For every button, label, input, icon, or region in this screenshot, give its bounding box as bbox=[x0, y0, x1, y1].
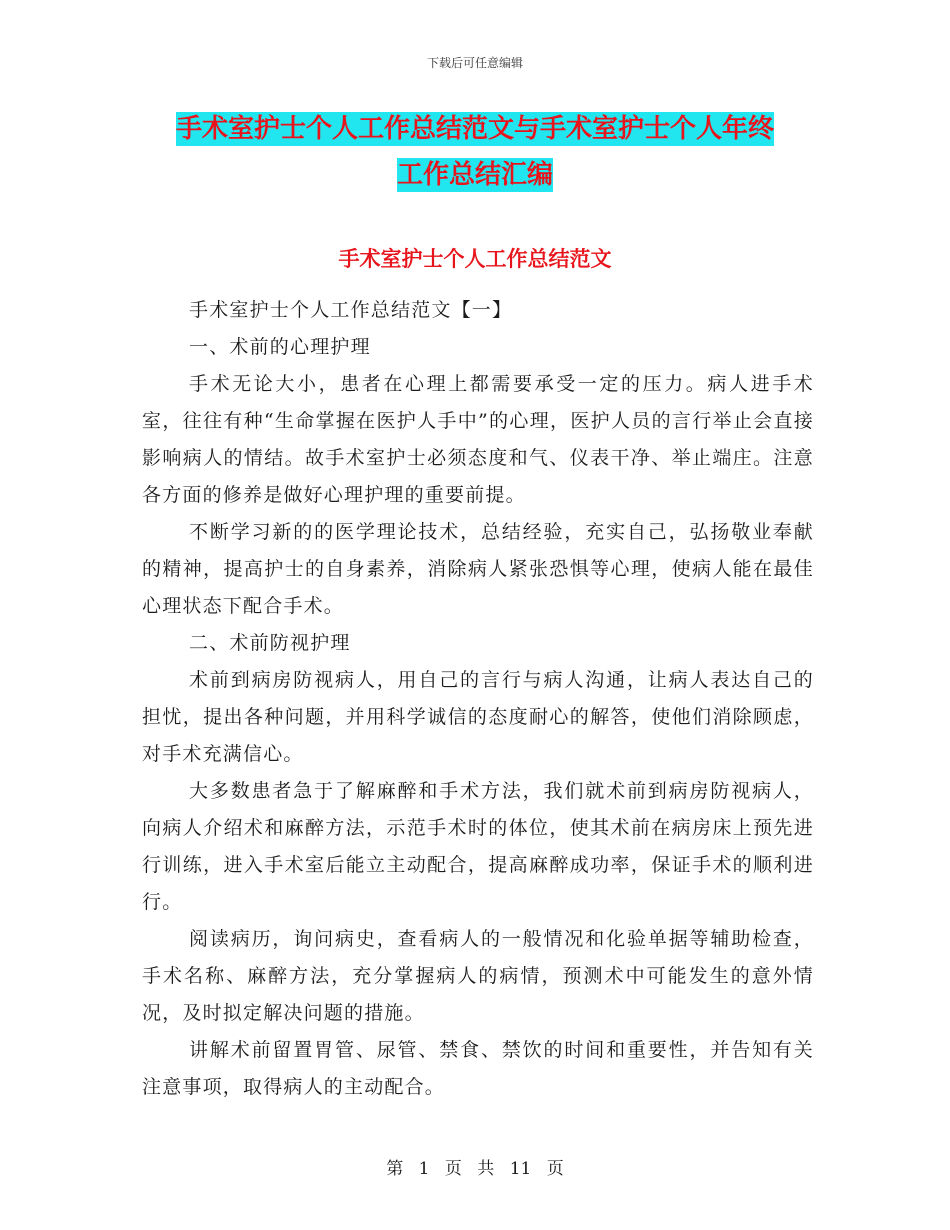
paragraph: 手术无论大小，患者在心理上都需要承受一定的压力。病人进手术室，往往有种“生命掌握在医护人手中”的心理，医护人员的言行举止会直接影响病人的情结。故手术室护士必须态度和气、仪表干净、举止端庄。注意各方面的修养是做好心理护理的重要前提。 bbox=[142, 373, 814, 506]
paragraph: 一、术前的心理护理 bbox=[189, 336, 371, 358]
paragraph: 手术室护士个人工作总结范文【一】 bbox=[189, 299, 513, 321]
footer-total-prefix: 共 bbox=[477, 1159, 495, 1179]
paragraph: 大多数患者急于了解麻醉和手术方法，我们就术前到病房防视病人，向病人介绍术和麻醉方法，示范手术时的体位，使其术前在病房床上预先进行训练，进入手术室后能立主动配合，提高麻醉成功率，保证手术的顺利进行。 bbox=[142, 780, 814, 913]
body-text bbox=[142, 292, 814, 1106]
footer-prefix: 第 bbox=[386, 1159, 404, 1179]
paragraph: 二、术前防视护理 bbox=[189, 632, 351, 654]
footer-page-number: 1 bbox=[418, 1159, 430, 1179]
title-line-1: 手术室护士个人工作总结范文与手术室护士个人年终 bbox=[175, 114, 774, 144]
paragraph: 讲解术前留置胃管、尿管、禁食、禁饮的时间和重要性，并告知有关注意事项，取得病人的主动配合。 bbox=[142, 1039, 814, 1098]
header-note: 下载后可任意编辑 bbox=[426, 56, 523, 70]
paragraph: 不断学习新的的医学理论技术，总结经验，充实自己，弘扬敬业奉献的精神，提高护士的自身素养，消除病人紧张恐惧等心理，使病人能在最佳心理状态下配合手术。 bbox=[142, 521, 814, 617]
document-title bbox=[130, 106, 820, 198]
footer-total-unit: 页 bbox=[546, 1159, 564, 1179]
paragraph: 术前到病房防视病人，用自己的言行与病人沟通，让病人表达自己的担忧，提出各种问题，并用科学诚信的态度耐心的解答，使他们消除顾虑，对手术充满信心。 bbox=[142, 669, 814, 765]
footer-page-unit: 页 bbox=[444, 1159, 462, 1179]
title-line-2: 工作总结汇编 bbox=[396, 160, 553, 190]
page-footer bbox=[0, 1154, 950, 1179]
paragraph: 阅读病历，询问病史，查看病人的一般情况和化验单据等辅助检查，手术名称、麻醉方法，充分掌握病人的病情，预测术中可能发生的意外情况，及时拟定解决问题的措施。 bbox=[142, 928, 814, 1024]
section-title: 手术室护士个人工作总结范文 bbox=[338, 246, 612, 271]
footer-total-pages: 11 bbox=[509, 1159, 532, 1179]
